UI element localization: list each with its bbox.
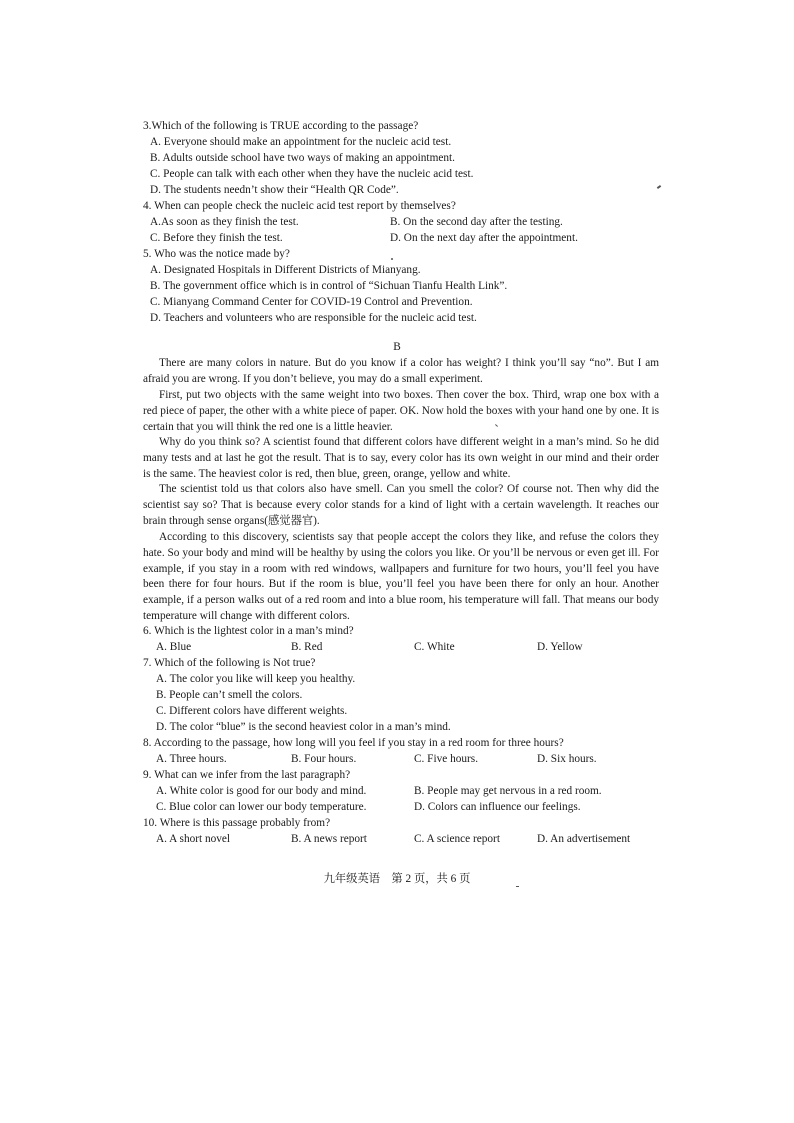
question-6-stem: 6. Which is the lightest color in a man’s mind? xyxy=(143,625,354,637)
question-9-option-c: C. Blue color can lower our body temperature. xyxy=(156,801,367,813)
question-3-option-d: D. The students needn’t show their “Health QR Code”. xyxy=(150,184,399,196)
question-5-option-a: A. Designated Hospitals in Different Districts of Mianyang. xyxy=(150,264,421,276)
passage-paragraph-4: The scientist told us that colors also have smell. Can you smell the color? Of course not. Then why did the scientist say so? That is because every color stands for a kind of light with a certain wavelength. It reaches our brain through sense organs(感觉器官). xyxy=(143,483,659,527)
question-4-option-c: C. Before they finish the test. xyxy=(150,232,283,244)
question-5-option-c: C. Mianyang Command Center for COVID-19 Control and Prevention. xyxy=(150,296,473,308)
page-footer: 九年级英语 第 2 页，共 6 页 xyxy=(323,873,471,885)
question-7-option-a: A. The color you like will keep you healthy. xyxy=(156,673,356,685)
question-9-option-a: A. White color is good for our body and mind. xyxy=(156,785,367,797)
question-6-option-a: A. Blue xyxy=(156,641,192,653)
question-7-stem: 7. Which of the following is Not true? xyxy=(143,657,316,669)
question-4-option-d: D. On the next day after the appointment. xyxy=(390,232,578,244)
question-8-stem: 8. According to the passage, how long will you feel if you stay in a red room for three hours? xyxy=(143,737,564,749)
question-6-option-c: C. White xyxy=(414,641,455,653)
question-9-stem: 9. What can we infer from the last paragraph? xyxy=(143,769,351,781)
passage-paragraph-3: Why do you think so? A scientist found that different colors have different weight in a man’s mind. So he did many tests and at last he got the result. That is to say, every color has its own weight in our mind and their order is the same. The heaviest color is red, then blue, green, orange, yellow and white. xyxy=(143,436,659,480)
scan-speck xyxy=(391,258,393,260)
question-7-option-c: C. Different colors have different weights. xyxy=(156,705,348,717)
question-8-option-d: D. Six hours. xyxy=(537,753,597,765)
question-7-option-b: B. People can’t smell the colors. xyxy=(156,689,303,701)
question-10-option-d: D. An advertisement xyxy=(537,833,631,845)
question-8-option-b: B. Four hours. xyxy=(291,753,357,765)
scan-speck xyxy=(657,185,661,189)
question-9-option-b: B. People may get nervous in a red room. xyxy=(414,785,602,797)
question-5-option-b: B. The government office which is in control of “Sichuan Tianfu Health Link”. xyxy=(150,280,508,292)
question-10-option-b: B. A news report xyxy=(291,833,367,845)
scan-speck xyxy=(516,886,519,887)
question-10-option-c: C. A science report xyxy=(414,833,500,845)
question-6-option-b: B. Red xyxy=(291,641,323,653)
question-9-option-d: D. Colors can influence our feelings. xyxy=(414,801,581,813)
question-4-option-a: A.As soon as they finish the test. xyxy=(150,216,299,228)
question-4-stem: 4. When can people check the nucleic acid test report by themselves? xyxy=(143,200,456,212)
question-7-option-d: D. The color “blue” is the second heaviest color in a man’s mind. xyxy=(156,721,451,733)
question-5-stem: 5. Who was the notice made by? xyxy=(143,248,290,260)
question-10-option-a: A. A short novel xyxy=(156,833,231,845)
question-6-option-d: D. Yellow xyxy=(537,641,583,653)
question-3-option-a: A. Everyone should make an appointment for the nucleic acid test. xyxy=(150,136,452,148)
question-8-option-a: A. Three hours. xyxy=(156,753,227,765)
question-3-option-c: C. People can talk with each other when they have the nucleic acid test. xyxy=(150,168,474,180)
passage-paragraph-1: There are many colors in nature. But do you know if a color has weight? I think you’ll say “no”. But I am afraid you are wrong. If you don’t believe, you may do a small experiment. xyxy=(143,357,659,385)
question-8-option-c: C. Five hours. xyxy=(414,753,479,765)
passage-paragraph-2: First, put two objects with the same weight into two boxes. Then cover the box. Third, wrap one box with a red piece of paper, the other with a white piece of paper. OK. Now hold the boxes with your hand one by one. It is certain that you will think the red one is a little heavier. xyxy=(143,389,659,433)
question-10-stem: 10. Where is this passage probably from? xyxy=(143,817,331,829)
passage-paragraph-5: According to this discovery, scientists say that people accept the colors they like, and refuse the colors they hate. So your body and mind will be healthy by using the colors you like. Or you’ll be nervous or even get ill. For example, if you stay in a room with red windows, wallpapers and furniture for two hours, you’ll feel you have been there for four hours. But if the room is blue, you’ll feel you have been there for only an hour. Another example, if a person walks out of a red room and into a blue room, his temperature will fall. That means our body temperature will change with different colors. xyxy=(143,531,659,622)
question-3-option-b: B. Adults outside school have two ways of making an appointment. xyxy=(150,152,455,164)
question-3-stem: 3.Which of the following is TRUE according to the passage? xyxy=(143,120,419,132)
question-5-option-d: D. Teachers and volunteers who are responsible for the nucleic acid test. xyxy=(150,312,477,324)
question-4-option-b: B. On the second day after the testing. xyxy=(390,216,563,228)
section-b-heading: B xyxy=(393,341,401,353)
